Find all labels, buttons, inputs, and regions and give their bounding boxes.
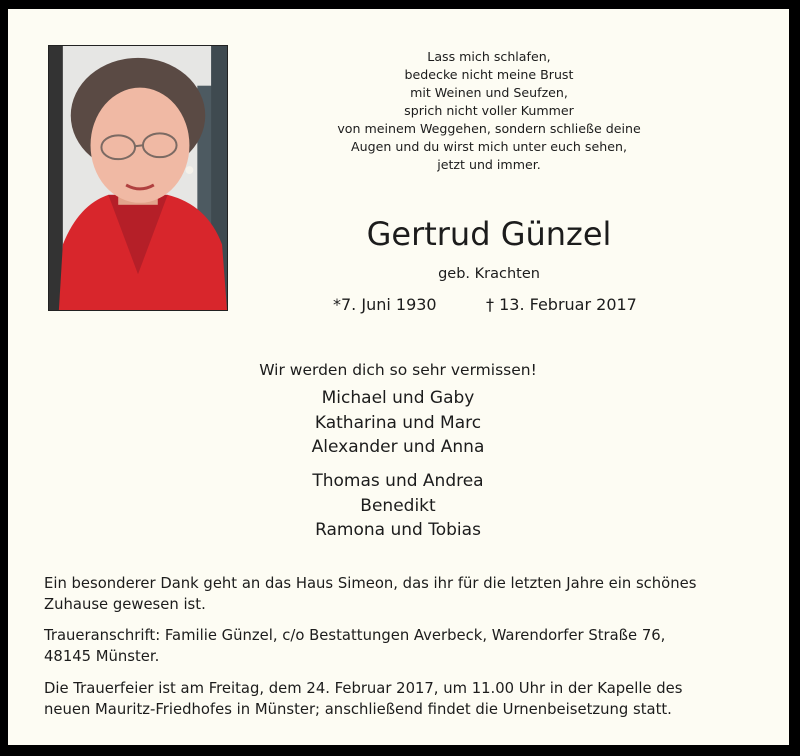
paragraph-line: Zuhause gewesen ist.	[44, 595, 206, 613]
portrait-illustration	[49, 46, 227, 310]
mourners-group-2	[248, 469, 548, 543]
obituary-notice	[8, 9, 789, 745]
mourners-group-1	[248, 386, 548, 460]
death-date: † 13. Februar 2017	[486, 295, 637, 314]
mourner: Katharina und Marc	[314, 412, 482, 433]
service-paragraph	[44, 679, 744, 720]
portrait-photo	[48, 45, 228, 311]
paragraph-line: 48145 Münster.	[44, 647, 160, 665]
paragraph-line: Traueranschrift: Familie Günzel, c/o Bestattungen Averbeck, Warendorfer Straße 76,	[44, 627, 666, 644]
deceased-name: Gertrud Günzel	[366, 215, 612, 253]
mourner: Alexander und Anna	[311, 437, 485, 457]
poem-line: jetzt und immer.	[437, 157, 541, 172]
mourner: Thomas und Andrea	[312, 471, 484, 491]
memorial-poem	[308, 48, 670, 174]
mourner: Ramona und Tobias	[315, 520, 481, 540]
poem-line: Augen und du wirst mich unter euch sehen,	[351, 139, 627, 154]
birth-date: *7. Juni 1930	[333, 295, 437, 314]
poem-line: bedecke nicht meine Brust	[404, 67, 574, 82]
poem-line: Lass mich schlafen,	[427, 49, 551, 64]
poem-line: mit Weinen und Seufzen,	[410, 85, 568, 100]
poem-line: von meinem Weggehen, sondern schließe deine	[337, 121, 641, 136]
paragraph-line: neuen Mauritz-Friedhofes in Münster; anschließend findet die Urnenbeisetzung statt.	[44, 700, 672, 718]
mourner: Benedikt	[360, 495, 436, 516]
paragraph-line: Die Trauerfeier ist am Freitag, dem 24. Februar 2017, um 11.00 Uhr in der Kapelle des	[44, 680, 683, 697]
thanks-paragraph	[44, 574, 744, 615]
address-paragraph	[44, 626, 744, 667]
poem-line: sprich nicht voller Kummer	[404, 103, 574, 118]
mourner: Michael und Gaby	[321, 388, 475, 408]
birth-name: geb. Krachten	[438, 266, 540, 282]
paragraph-line: Ein besonderer Dank geht an das Haus Simeon, das ihr für die letzten Jahre ein schönes	[44, 575, 697, 592]
farewell-line: Wir werden dich so sehr vermissen!	[259, 361, 537, 379]
